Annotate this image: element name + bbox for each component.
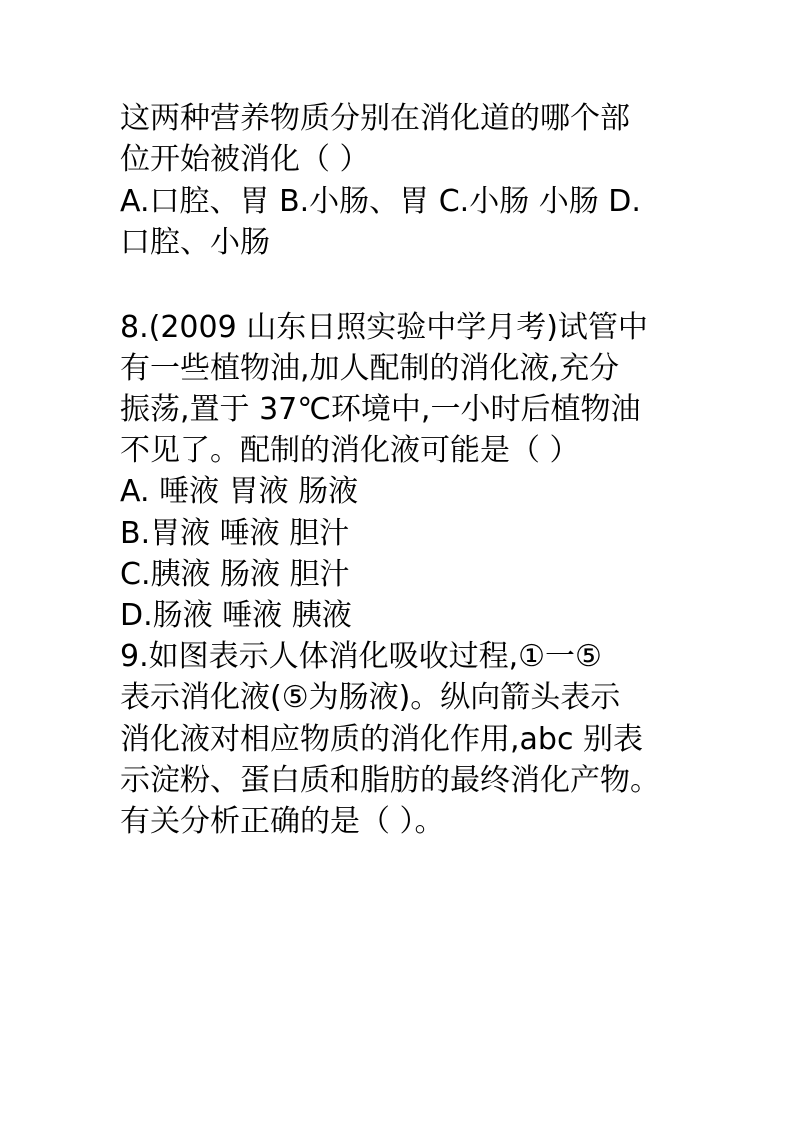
question-9-stem-line-5: 有关分析正确的是（ ）。 [120,804,445,839]
question-8-option-c: C.胰液 肠液 胆汁 [120,557,350,592]
question-7-stem-line-1: 这两种营养物质分别在消化道的哪个部 [120,101,630,136]
question-8-stem-line-1: 8.(2009 山东日照实验中学月考)试管中 [120,310,648,345]
question-8-stem-line-3: 振荡,置于 37℃环境中,一小时后植物油 [120,392,641,427]
question-8-stem-line-4: 不见了。配制的消化液可能是（ ） [120,433,580,468]
question-9-stem-line-3: 消化液对相应物质的消化作用,abc 别表 [120,722,643,757]
question-8-option-d: D.肠液 唾液 胰液 [120,598,352,633]
question-8-stem-line-2: 有一些植物油,加人配制的消化液,充分 [120,351,620,386]
question-9-stem-line-2: 表示消化液(⑤为肠液)。纵向箭头表示 [120,680,621,715]
question-7-options-line-1: A.口腔、胃 B.小肠、胃 C.小肠 小肠 D. [120,184,641,219]
question-9-stem-line-1: 9.如图表示人体消化吸收过程,①一⑤ [120,639,602,674]
question-9-stem-line-4: 示淀粉、蛋白质和脂肪的最终消化产物。 [120,763,660,798]
question-8-option-a: A. 唾液 胃液 肠液 [120,474,359,509]
question-7-options-line-2: 口腔、小肠 [120,225,270,260]
question-7-stem-line-2: 位开始被消化（ ） [120,142,370,177]
question-8-option-b: B.胃液 唾液 胆汁 [120,516,350,551]
